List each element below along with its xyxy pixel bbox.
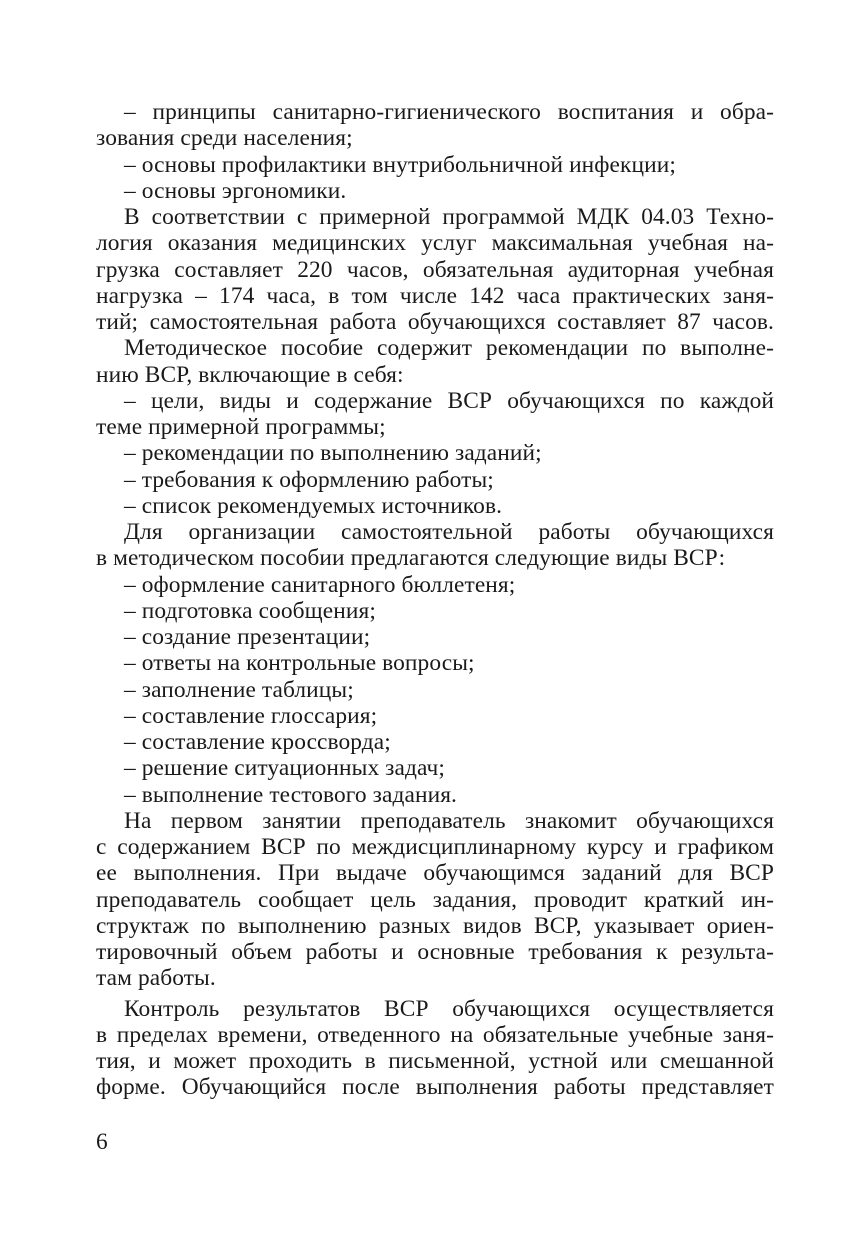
text-line: В соответствии с примерной программой МДК 04.03 Техно-: [124, 204, 774, 230]
text-line: Контроль результатов ВСР обучающихся осуществляется: [124, 995, 774, 1022]
text-line: – создание презентации;: [124, 624, 371, 650]
text-line: – ответы на контрольные вопросы;: [124, 650, 475, 677]
text-line: теме примерной программы;: [96, 414, 386, 440]
text-line: логия оказания медицинских услуг максимальная учебная на-: [96, 230, 774, 257]
text-line: – список рекомендуемых источников.: [124, 492, 503, 519]
text-line: ее выполнения. При выдаче обучающимся заданий для ВСР: [96, 860, 774, 887]
text-line: в пределах времени, отведенного на обязательные учебные заня-: [96, 1021, 774, 1048]
text-line: нагрузка – 174 часа, в том числе 142 часа практических заня-: [96, 282, 774, 309]
text-line: – принципы санитарно-гигиенического воспитания и обра-: [124, 99, 774, 125]
body-text: [96, 99, 774, 1101]
text-line: там работы.: [96, 965, 216, 992]
text-line: – решение ситуационных задач;: [124, 755, 446, 782]
text-line: – основы профилактики внутрибольничной инфекции;: [124, 151, 676, 178]
text-line: с содержанием ВСР по междисциплинарному курсу и графиком: [96, 834, 774, 860]
text-line: в методическом пособии предлагаются следующие виды ВСР:: [96, 545, 726, 572]
text-line: тий; самостоятельная работа обучающихся составляет 87 часов.: [96, 309, 774, 335]
text-line: – выполнение тестового задания.: [124, 781, 458, 808]
text-line: – заполнение таблицы;: [124, 676, 354, 703]
text-line: Методическое пособие содержит рекомендации по выполне-: [124, 335, 774, 362]
text-line: структаж по выполнению разных видов ВСР, указывает ориен-: [96, 912, 774, 939]
text-line: – подготовка сообщения;: [124, 597, 376, 624]
text-line: – требования к оформлению работы;: [124, 466, 494, 493]
page-number: 6: [96, 1129, 108, 1155]
text-line: – основы эргономики.: [124, 177, 347, 204]
text-line: Для организации самостоятельной работы обучающихся: [124, 519, 774, 545]
text-line: тия, и может проходить в письменной, устной или смешанной: [96, 1048, 774, 1074]
text-line: преподаватель сообщает цель задания, проводит краткий ин-: [96, 886, 774, 913]
text-line: – оформление санитарного бюллетеня;: [124, 571, 516, 598]
text-line: форме. Обучающийся после выполнения работы представляет: [96, 1074, 774, 1101]
text-line: – составление глоссария;: [124, 702, 378, 729]
text-line: нию ВСР, включающие в себя:: [96, 361, 404, 388]
text-line: – цели, виды и содержание ВСР обучающихся по каждой: [124, 387, 774, 414]
text-line: грузка составляет 220 часов, обязательная аудиторная учебная: [96, 256, 774, 283]
text-line: тировочный объем работы и основные требования к результа-: [96, 939, 774, 965]
text-line: На первом занятии преподаватель знакомит обучающихся: [124, 807, 774, 834]
text-line: – рекомендации по выполнению заданий;: [124, 440, 542, 467]
text-line: – составление кроссворда;: [124, 729, 391, 755]
text-line: зования среди населения;: [96, 125, 353, 152]
